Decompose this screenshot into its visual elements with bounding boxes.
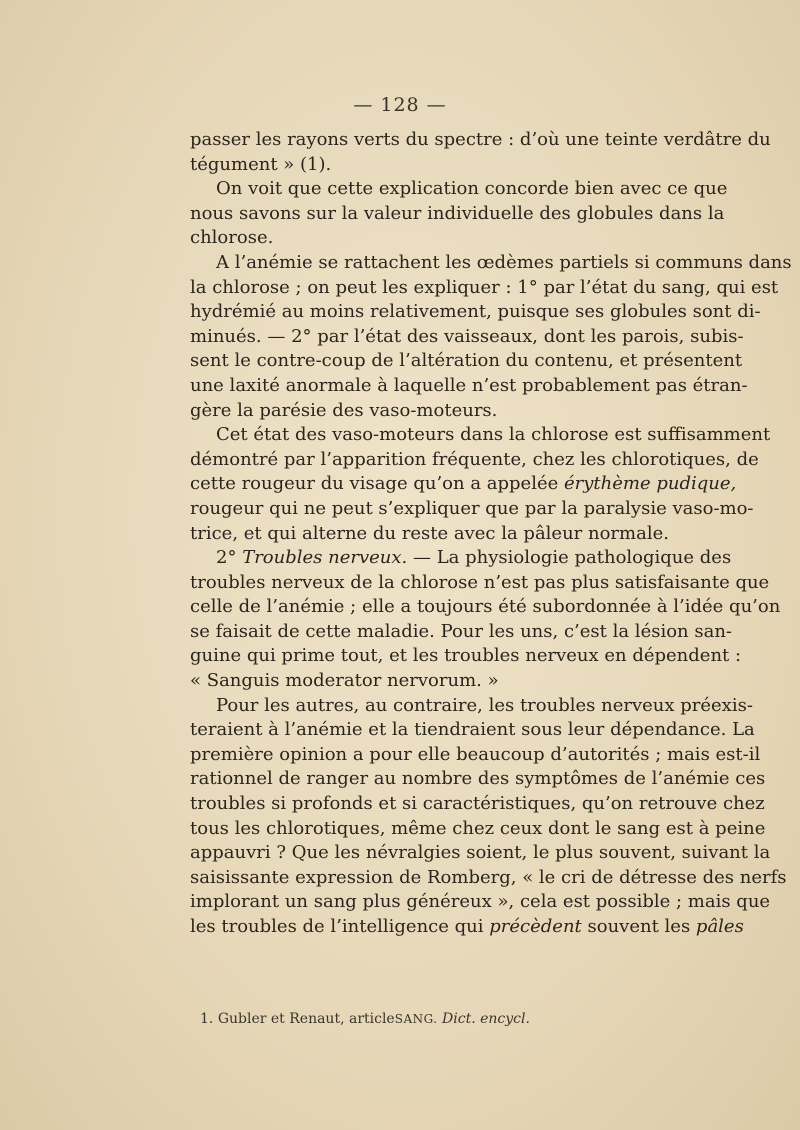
section-number: 2° [216, 547, 237, 569]
page-number: — 128 — [353, 94, 447, 116]
text-line: celle de l’anémie ; elle a toujours été subordonnée à l’idée qu’on [190, 596, 781, 618]
text-line: première opinion a pour elle beaucoup d’autorités ; mais est-il [190, 743, 761, 765]
text-line [190, 472, 737, 497]
section-title: Troubles nerveux. [242, 547, 408, 569]
italic-term: érythème pudique, [564, 473, 737, 495]
text-segment: souvent les [587, 916, 691, 937]
text-line: saisissante expression de Romberg, « le cri de détresse des nerfs [190, 866, 787, 888]
italic-term: pâles [695, 916, 744, 937]
text-line: guine qui prime tout, et les troubles nerveux en dépendent : [190, 645, 742, 667]
text-line: minués. — 2° par l’état des vaisseaux, dont les parois, subis- [190, 325, 744, 347]
text-line [190, 546, 732, 571]
italic-term: précèdent [489, 916, 582, 937]
text-line: troubles si profonds et si caractéristiques, qu’on retrouve chez [190, 793, 765, 815]
text-line: implorant un sang plus généreux », cela est possible ; mais que [190, 891, 771, 913]
footnote-number: 1. [200, 1011, 214, 1027]
text-line: troubles nerveux de la chlorose n’est pas plus satisfaisante que [190, 571, 770, 593]
text-line: se faisait de cette maladie. Pour les uns, c’est la lésion san- [190, 620, 733, 642]
text-line: tous les chlorotiques, même chez ceux dont le sang est à peine [190, 817, 766, 839]
text-line: une laxité anormale à laquelle n’est probablement pas étran- [190, 374, 748, 396]
text-line [190, 915, 744, 940]
footnote-reference: Dict. encycl. [442, 1011, 530, 1027]
text-line: tégument » (1). [190, 153, 332, 175]
text-line: appauvri ? Que les névralgies soient, le plus souvent, suivant la [190, 842, 771, 864]
text-segment: les troubles de l’intelligence qui [190, 916, 484, 937]
text-line: passer les rayons verts du spectre : d’où une teinte verdâtre du [190, 129, 771, 150]
text-line: A l’anémie se rattachent les œdèmes partiels si communs dans [216, 251, 792, 273]
text-line: démontré par l’apparition fréquente, chez les chlorotiques, de [190, 448, 759, 470]
footnote [200, 1011, 530, 1027]
text-line: hydrémié au moins relativement, puisque ses globules sont di- [190, 301, 761, 323]
footnote-text: Gubler et Renaut, article [217, 1011, 395, 1027]
text-line: trice, et qui alterne du reste avec la pâleur normale. [190, 522, 669, 544]
text-line: chlorose. [190, 227, 274, 249]
text-segment: cette rougeur du visage qu’on a appelée [190, 473, 559, 495]
text-segment: — La physiologie pathologique des [413, 547, 732, 569]
text-line: la chlorose ; on peut les expliquer : 1° par l’état du sang, qui est [190, 276, 779, 298]
text-line: Pour les autres, au contraire, les troubles nerveux préexis- [216, 694, 753, 716]
text-line: Cet état des vaso-moteurs dans la chlorose est suffisamment [216, 424, 771, 446]
text-line: On voit que cette explication concorde bien avec ce que [216, 178, 728, 200]
text-line: teraient à l’anémie et la tiendraient sous leur dépendance. La [190, 719, 755, 741]
body-text [190, 128, 792, 940]
text-line: sent le contre-coup de l’altération du contenu, et présentent [190, 350, 743, 372]
text-line: gère la parésie des vaso-moteurs. [190, 399, 498, 421]
text-line: nous savons sur la valeur individuelle des globules dans la [190, 202, 725, 224]
text-line: « Sanguis moderator nervorum. » [190, 670, 499, 692]
text-line: rougeur qui ne peut s’expliquer que par la paralysie vaso-mo- [190, 497, 754, 519]
footnote-smallcaps: SANG. [394, 1012, 438, 1026]
text-line: rationnel de ranger au nombre des symptômes de l’anémie ces [190, 768, 766, 790]
